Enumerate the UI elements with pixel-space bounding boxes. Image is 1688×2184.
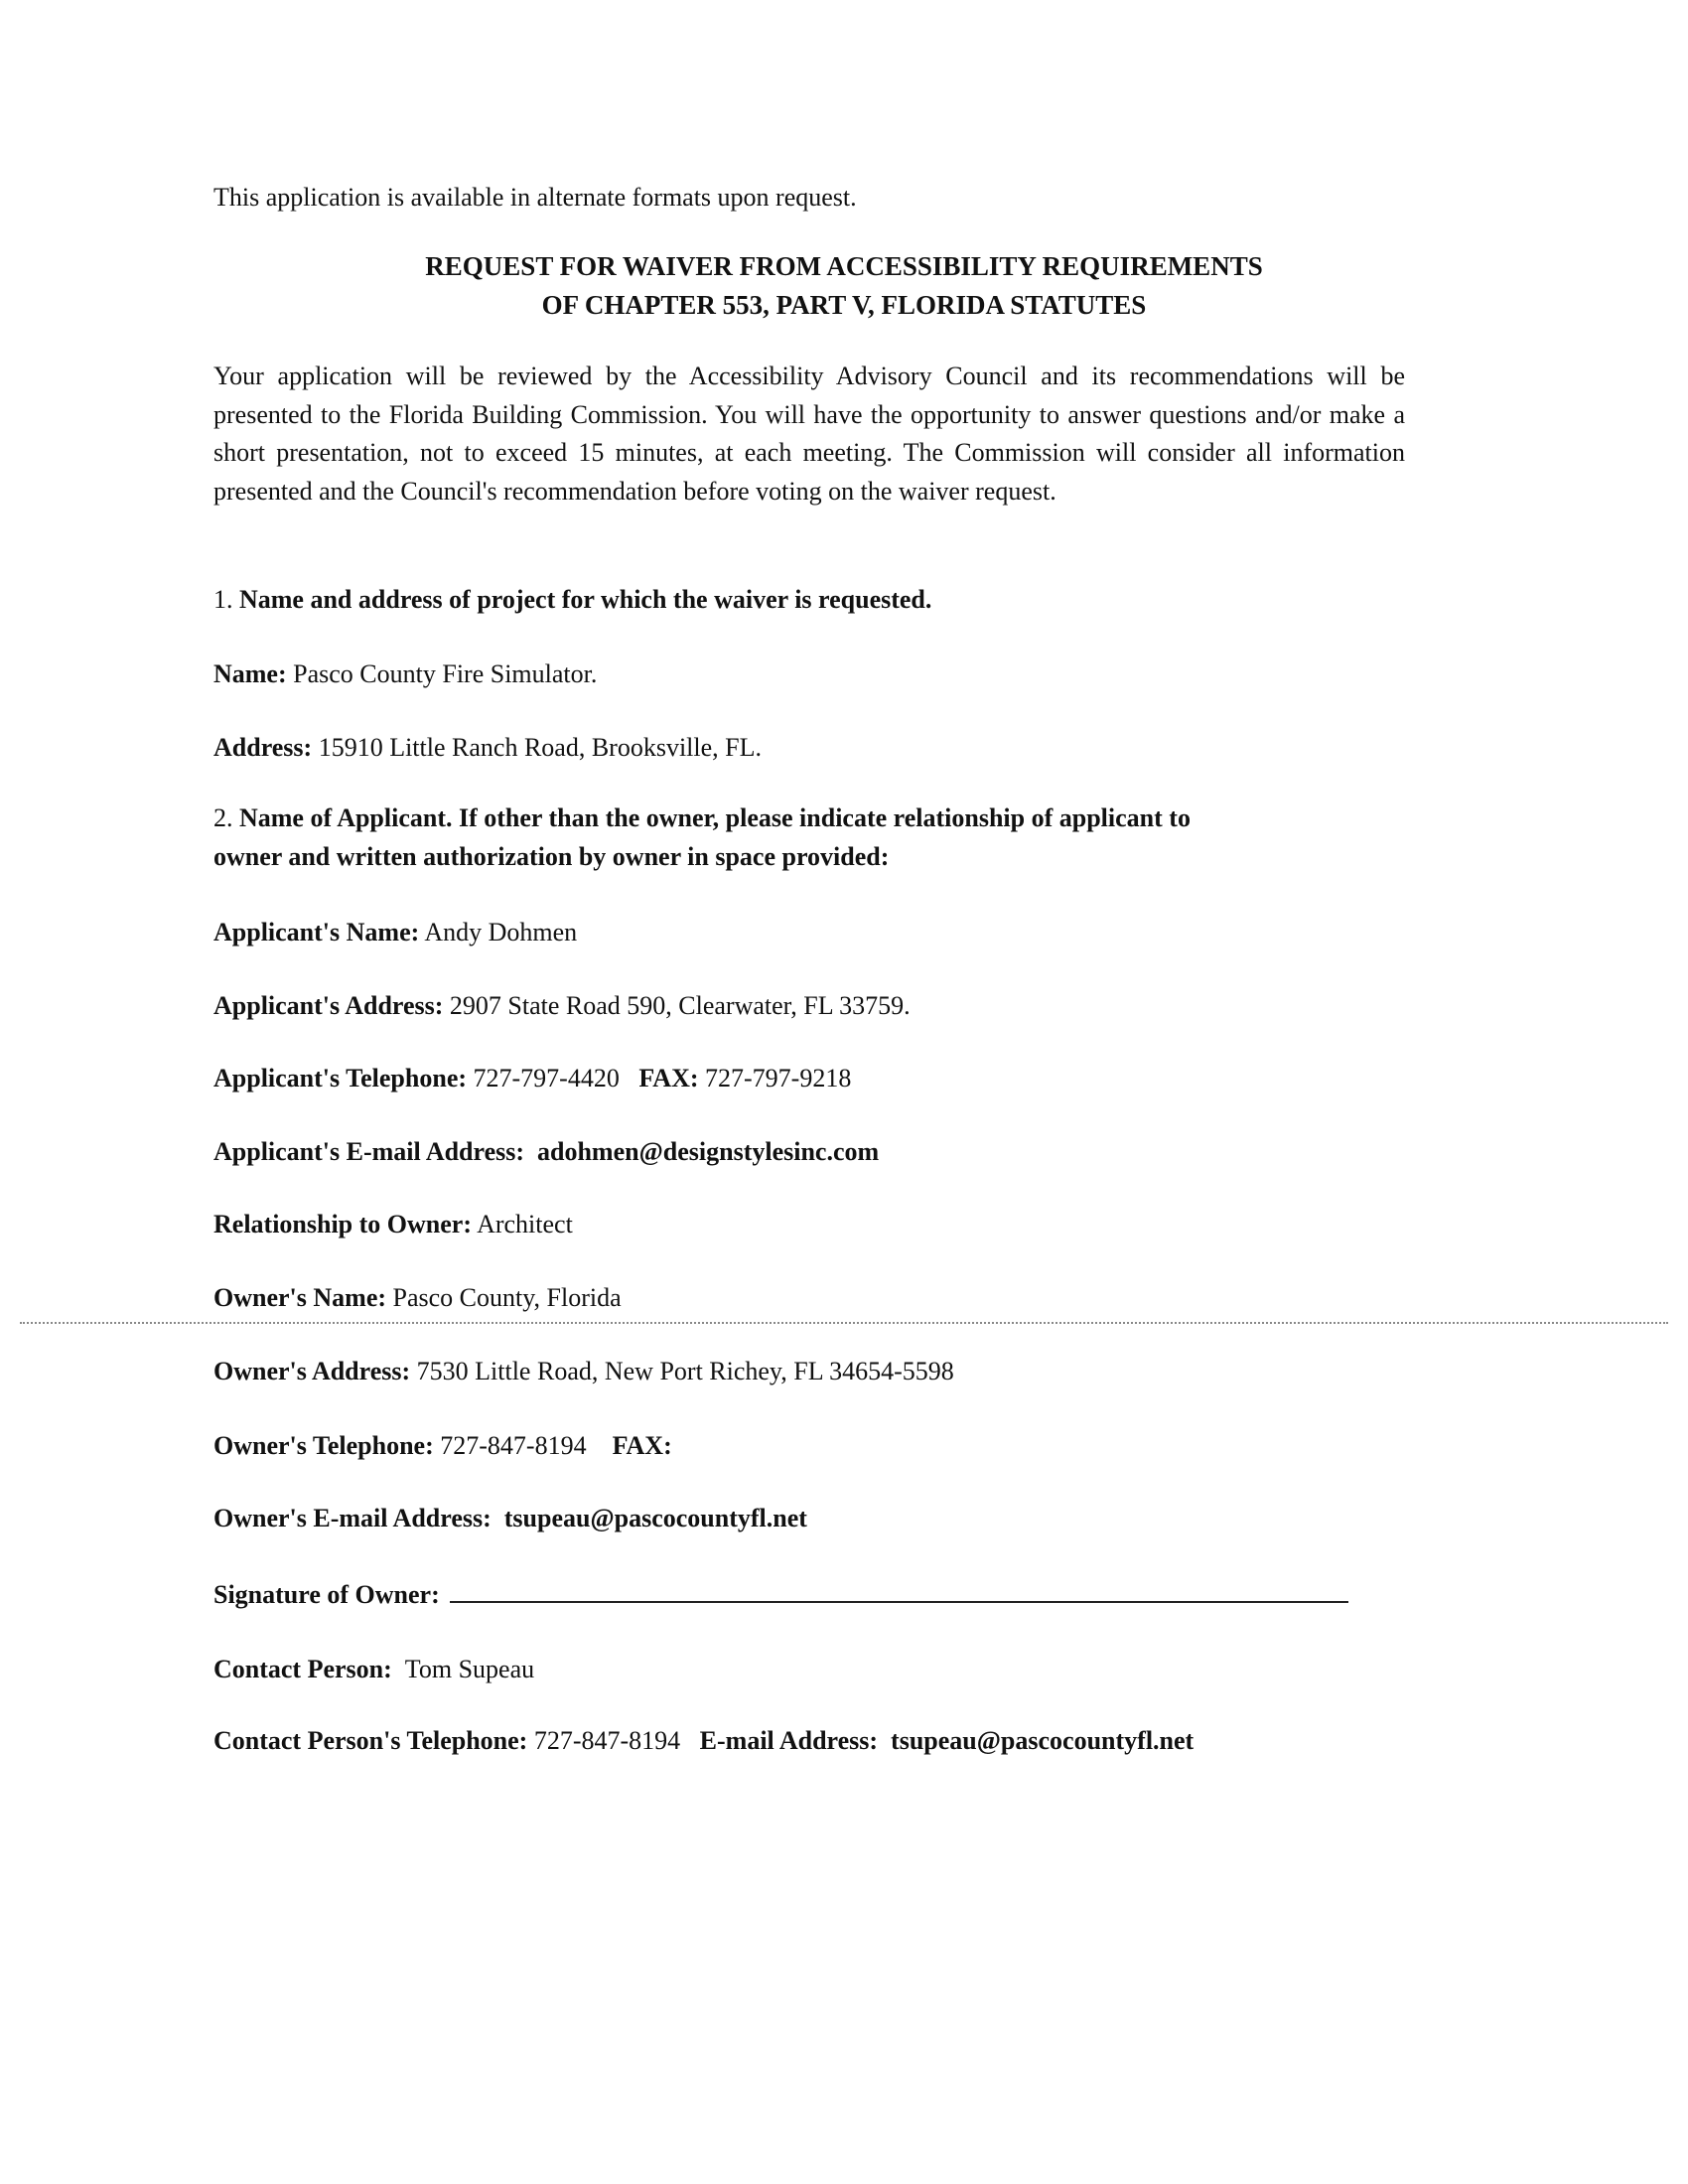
owner-signature-label: Signature of Owner:: [213, 1580, 440, 1609]
contact-person-value: Tom Supeau: [404, 1655, 535, 1683]
owner-telephone-label: Owner's Telephone:: [213, 1431, 434, 1460]
owner-name-row: [213, 1282, 622, 1314]
project-address-value: 15910 Little Ranch Road, Brooksville, FL.: [318, 733, 762, 762]
owner-telephone-value: 727-847-8194: [440, 1431, 587, 1460]
owner-address-value: 7530 Little Road, New Port Richey, FL 34654-5598: [416, 1357, 954, 1385]
applicant-name-value: Andy Dohmen: [424, 918, 578, 946]
owner-signature-line[interactable]: [450, 1579, 1348, 1603]
applicant-telephone-label: Applicant's Telephone:: [213, 1064, 468, 1092]
owner-telephone-row: [213, 1430, 672, 1462]
form-title-line-2: OF CHAPTER 553, PART V, FLORIDA STATUTES: [541, 290, 1147, 320]
project-address-row: [213, 732, 762, 764]
applicant-name-label: Applicant's Name:: [213, 918, 420, 946]
project-name-row: [213, 658, 597, 690]
contact-telephone-label: Contact Person's Telephone:: [213, 1726, 528, 1755]
owner-email-value: tsupeau@pascocountyfl.net: [503, 1504, 807, 1532]
project-name-value: Pasco County Fire Simulator.: [293, 659, 598, 688]
relationship-row: [213, 1209, 573, 1240]
owner-name-value: Pasco County, Florida: [392, 1283, 622, 1312]
section-2-heading-line-1: [213, 802, 1191, 834]
section-1-number: 1.: [213, 585, 233, 614]
owner-signature-row: [213, 1579, 1348, 1611]
contact-person-label: Contact Person:: [213, 1655, 392, 1683]
intro-paragraph: Your application will be reviewed by the Accessibility Advisory Council and its recommendations will be presented to the Florida Building Commission. You will have the opportunity to answer questions and/or make a short presentation, not to exceed 15 minutes, at each meeting. The Commission will consider all information presented and the Council's recommendation before voting on the waiver request.: [213, 362, 1405, 506]
scan-divider-line: [20, 1322, 1668, 1324]
section-1-text: Name and address of project for which the waiver is requested.: [239, 585, 932, 614]
project-name-label: Name:: [213, 659, 287, 688]
section-2-heading-line-2: owner and written authorization by owner in space provided:: [213, 842, 890, 871]
section-2-number: 2.: [213, 803, 233, 832]
contact-email-label: E-mail Address:: [699, 1726, 879, 1755]
applicant-telephone-value: 727-797-4420: [473, 1064, 620, 1092]
applicant-name-row: [213, 917, 577, 948]
applicant-address-label: Applicant's Address:: [213, 991, 444, 1020]
relationship-value: Architect: [477, 1210, 573, 1238]
applicant-fax-label: FAX:: [638, 1064, 699, 1092]
applicant-address-row: [213, 990, 911, 1022]
applicant-email-label: Applicant's E-mail Address:: [213, 1137, 525, 1166]
applicant-telephone-row: [213, 1063, 851, 1094]
section-1-heading: [213, 584, 931, 616]
contact-email-value: tsupeau@pascocountyfl.net: [891, 1726, 1195, 1755]
applicant-fax-value: 727-797-9218: [705, 1064, 852, 1092]
form-title-line-1: REQUEST FOR WAIVER FROM ACCESSIBILITY REQUIREMENTS: [425, 251, 1263, 281]
owner-address-label: Owner's Address:: [213, 1357, 411, 1385]
contact-person-row: [213, 1654, 534, 1685]
contact-telephone-row: [213, 1725, 1194, 1757]
applicant-email-row: [213, 1136, 879, 1168]
owner-fax-label: FAX:: [612, 1431, 672, 1460]
owner-email-label: Owner's E-mail Address:: [213, 1504, 492, 1532]
alternate-formats-notice: This application is available in alternate formats upon request.: [213, 183, 857, 212]
relationship-label: Relationship to Owner:: [213, 1210, 472, 1238]
applicant-email-value: adohmen@designstylesinc.com: [537, 1137, 880, 1166]
contact-telephone-value: 727-847-8194: [533, 1726, 681, 1755]
applicant-address-value: 2907 State Road 590, Clearwater, FL 33759.: [449, 991, 911, 1020]
owner-name-label: Owner's Name:: [213, 1283, 387, 1312]
section-2-text: Name of Applicant. If other than the owner, please indicate relationship of applicant to: [239, 803, 1191, 832]
owner-address-row: [213, 1356, 954, 1387]
project-address-label: Address:: [213, 733, 313, 762]
owner-email-row: [213, 1503, 807, 1534]
